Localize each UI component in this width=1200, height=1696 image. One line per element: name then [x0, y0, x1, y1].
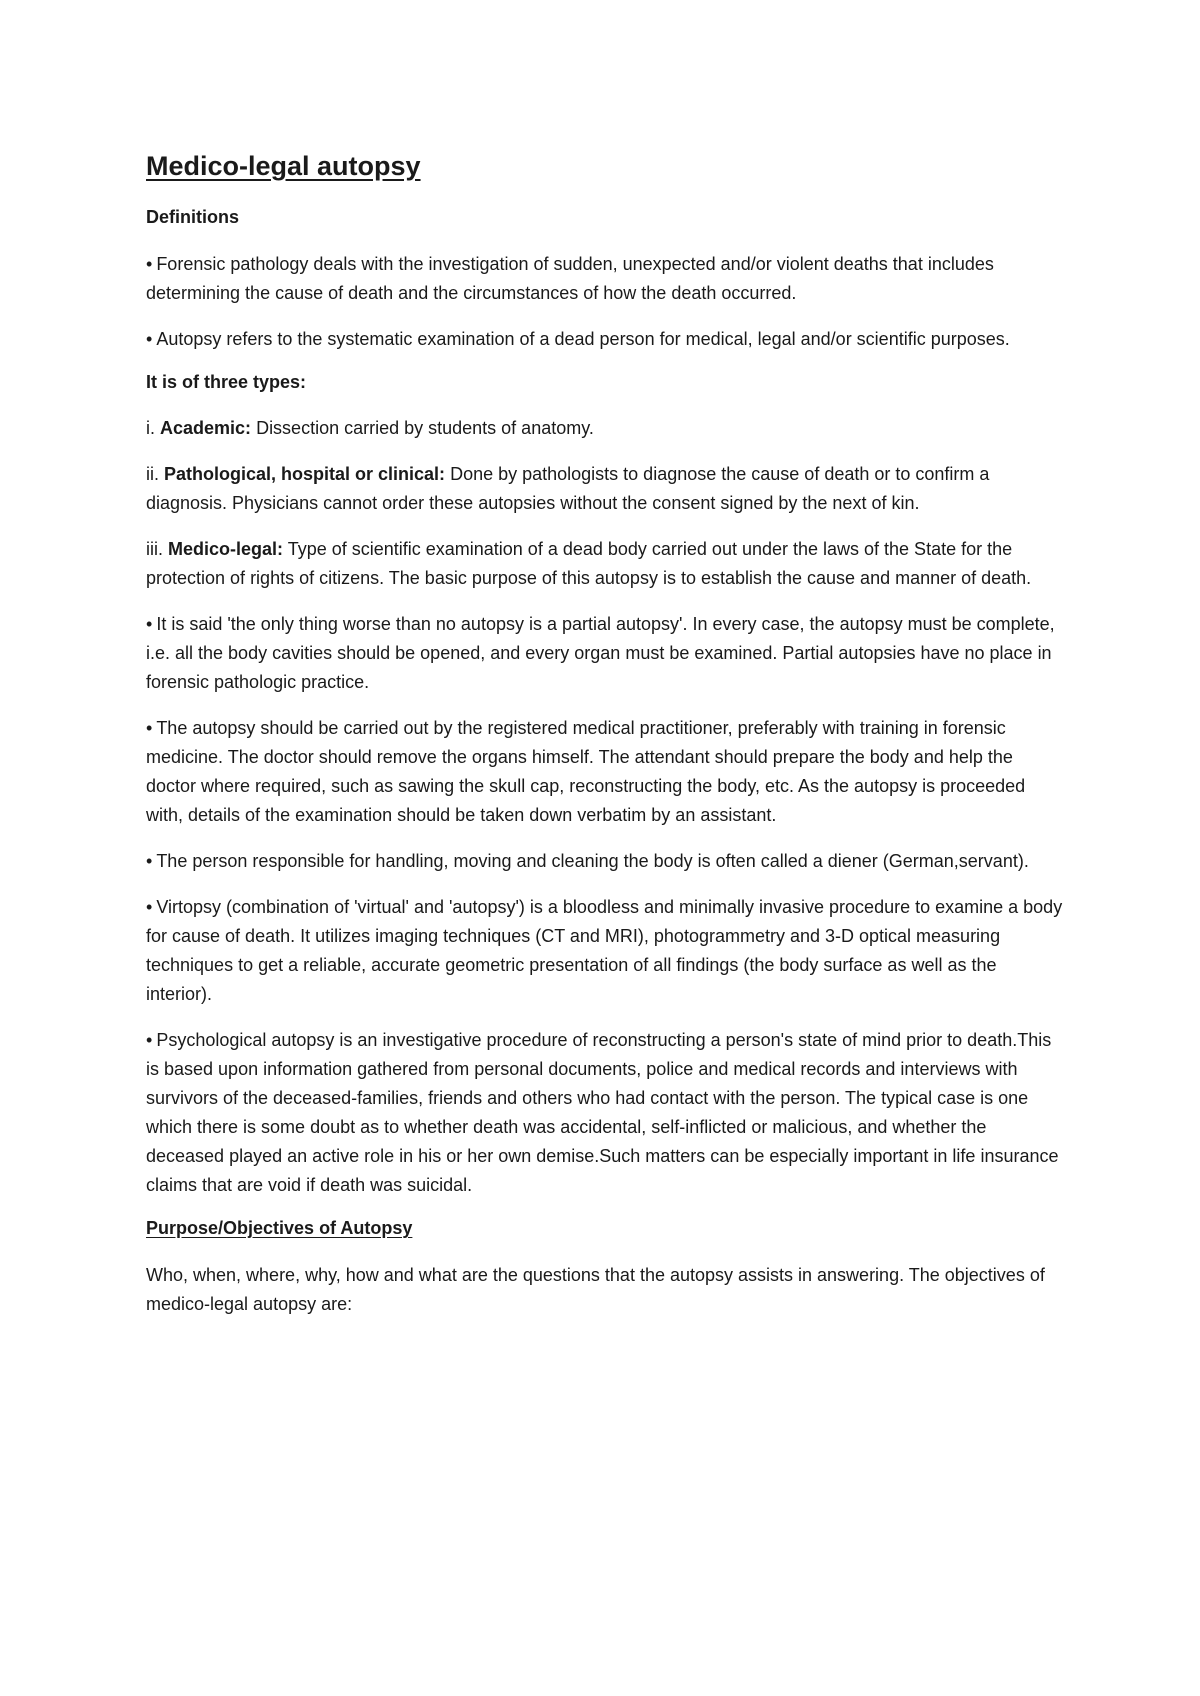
bullet-text: Psychological autopsy is an investigative procedure of reconstructing a person's state of mind prior to death.This is based upon information gathered from personal documents, police and medical records and interviews with survivors of the deceased-families, friends and others who had contact with the person. The typical case is one which there is some doubt as to whether death was accidental, self-inflicted or malicious, and whether the deceased played an active role in his or her own demise.Such matters can be especially important in life insurance claims that are void if death was suicidal. — [146, 1030, 1059, 1196]
type-text: Dissection carried by students of anatomy. — [251, 418, 594, 439]
bullet-text: Virtopsy (combination of 'virtual' and 'autopsy') is a bloodless and minimally invasive procedure to examine a body for cause of death. It utilizes imaging techniques (CT and MRI), photogrammetry and 3-D optical measuring techniques to get a reliable, accurate geometric presentation of all findings (the body surface as well as the interior). — [146, 897, 1063, 1005]
definition-autopsy — [146, 325, 1066, 354]
definition-forensic-pathology — [146, 250, 1066, 308]
bullet-text: It is said 'the only thing worse than no autopsy is a partial autopsy'. In every case, the autopsy must be complete, i.e. all the body cavities should be opened, and every organ must be examined. Partial autopsies have no place in forensic pathologic practice. — [146, 614, 1055, 693]
type-academic — [146, 414, 1066, 443]
bullet-text: The autopsy should be carried out by the registered medical practitioner, preferably with training in forensic medicine. The doctor should remove the organs himself. The attendant should prepare the body and help the doctor where required, such as sawing the skull cap, reconstructing the body, etc. As the autopsy is proceeded with, details of the examination should be taken down verbatim by an assistant. — [146, 718, 1026, 826]
type-text: Type of scientific examination of a dead body carried out under the laws of the State for the protection of rights of citizens. The basic purpose of this autopsy is to establish the cause and manner of death. — [146, 539, 1032, 589]
type-medico-legal — [146, 535, 1066, 593]
type-number: i. — [146, 418, 161, 439]
type-number: ii. — [146, 464, 164, 485]
bullet-text: The person responsible for handling, moving and cleaning the body is often called a diener (German,servant). — [156, 851, 1029, 872]
type-label: Medico-legal: — [168, 539, 284, 560]
definition-text: Forensic pathology deals with the investigation of sudden, unexpected and/or violent deaths that includes determining the cause of death and the circumstances of how the death occurred. — [146, 253, 994, 303]
bullet-diener — [146, 847, 1066, 876]
bullet-virtopsy — [146, 893, 1066, 1009]
document-page — [146, 150, 1066, 1336]
type-pathological — [146, 460, 1066, 518]
type-label: Academic: — [160, 418, 252, 439]
definitions-heading: Definitions — [146, 207, 239, 228]
bullet-partial-autopsy — [146, 610, 1066, 697]
document-title: Medico-legal autopsy — [146, 151, 421, 181]
bullet-icon: • — [146, 1030, 153, 1051]
bullet-icon: • — [146, 328, 153, 349]
type-text: Done by pathologists to diagnose the cause of death or to confirm a diagnosis. Physicians cannot order these autopsies without the consent signed by the next of kin. — [146, 464, 990, 514]
bullet-icon: • — [146, 253, 153, 274]
type-number: iii. — [146, 539, 168, 560]
type-label: Pathological, hospital or clinical: — [164, 464, 446, 485]
bullet-icon: • — [146, 851, 153, 872]
bullet-icon: • — [146, 897, 153, 918]
bullet-practitioner — [146, 714, 1066, 830]
definition-text: Autopsy refers to the systematic examination of a dead person for medical, legal and/or scientific purposes. — [156, 328, 1010, 349]
purpose-intro: Who, when, where, why, how and what are the questions that the autopsy assists in answering. The objectives of medico-legal autopsy are: — [146, 1264, 1045, 1314]
bullet-icon: • — [146, 718, 153, 739]
purpose-heading: Purpose/Objectives of Autopsy — [146, 1218, 413, 1239]
bullet-icon: • — [146, 614, 153, 635]
types-heading: It is of three types: — [146, 371, 307, 392]
bullet-psychological-autopsy — [146, 1026, 1066, 1200]
